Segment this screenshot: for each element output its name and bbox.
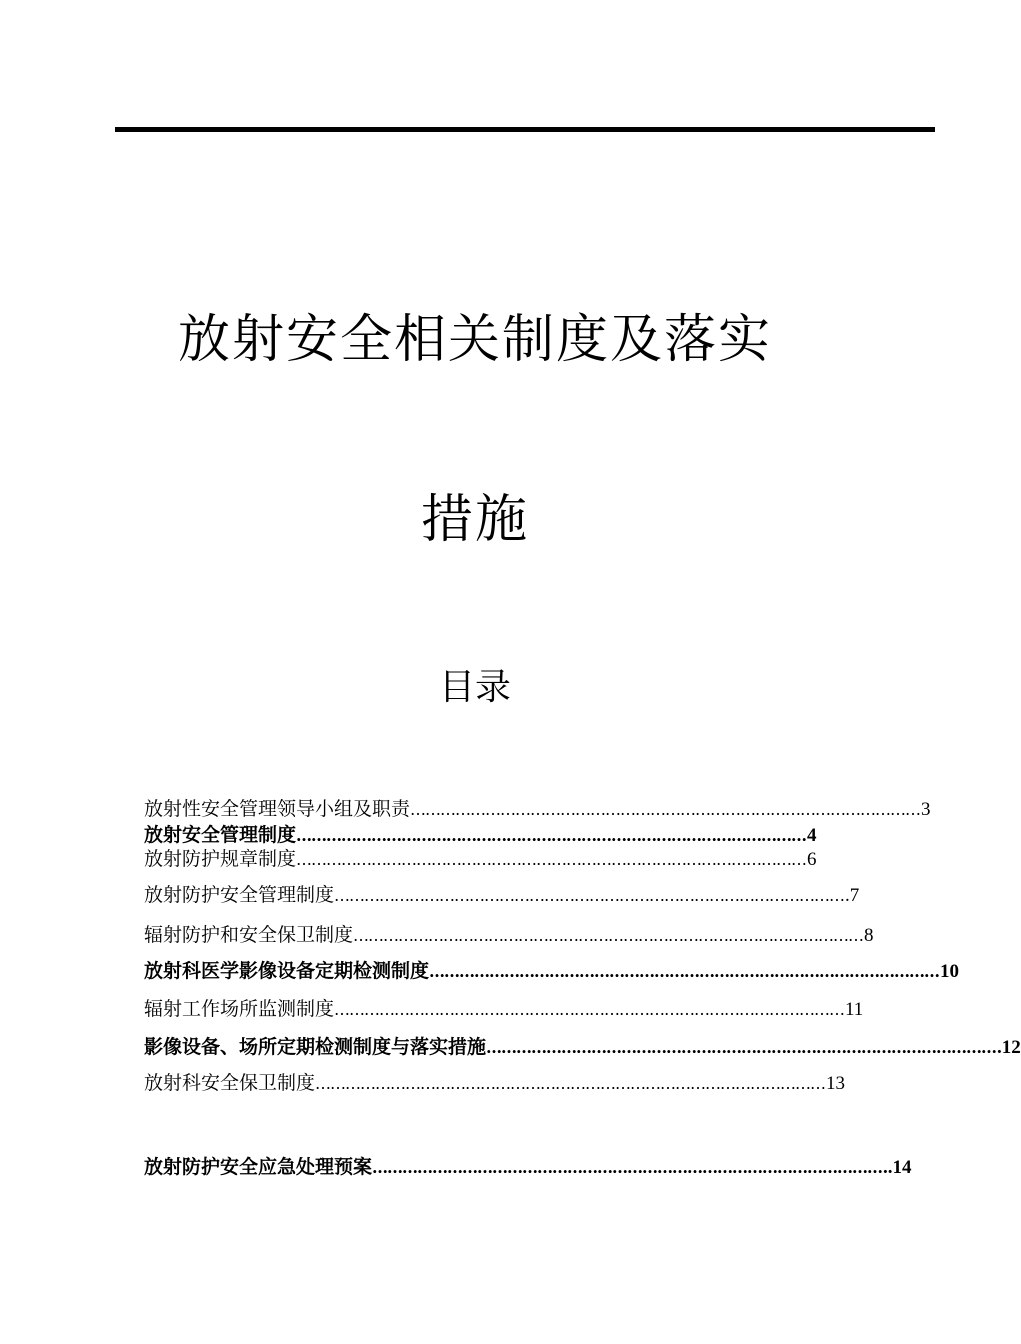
toc-entry-page: 13 [826,1073,846,1094]
toc-entry-page: 8 [864,925,874,946]
toc-entry-page: .7 [845,885,860,906]
toc-entry-page: .12 [997,1037,1021,1058]
toc-entry[interactable] [144,922,874,948]
toc-leader-dots: ………………………………………………………………………………………… [353,926,864,945]
toc-entry-page: 6 [807,849,817,870]
toc-entry-label: 放射防护规章制度 [144,848,297,870]
toc-entry-label: 放射性安全管理领导小组及职责 [144,798,411,820]
toc-entry[interactable] [144,1154,912,1180]
toc-entry[interactable] [144,796,931,822]
toc-entry[interactable] [144,958,960,984]
toc-entry[interactable] [144,996,864,1022]
toc-entry-label: 放射科安全保卫制度 [144,1072,316,1094]
toc-entry-label: 放射防护安全管理制度 [144,884,335,906]
toc-entry-page: ..14 [883,1157,912,1178]
toc-heading: 目录 [438,667,511,708]
toc-entry-page: 10 [940,961,960,982]
toc-entry[interactable] [144,822,817,848]
toc-entry-label: 辐射防护和安全保卫制度 [144,924,354,946]
toc-leader-dots: ………………………………………………………………………………………… [429,962,940,981]
document-title-line-1: 放射安全相关制度及落实 [177,310,772,370]
toc-entry[interactable] [144,1070,846,1096]
toc-entry[interactable] [144,882,860,908]
toc-entry-label: 放射科医学影像设备定期检测制度 [144,960,430,982]
toc-leader-dots: ………………………………………………………………………………………… [296,826,807,845]
top-rule [115,127,935,132]
toc-leader-dots: ………………………………………………………………………………………… [334,1000,845,1019]
toc-leader-dots: ………………………………………………………………………………………… [410,800,921,819]
toc-leader-dots: ………………………………………………………………………………………… [486,1038,997,1057]
document-title-line-2: 措施 [420,490,529,550]
toc-leader-dots: ………………………………………………………………………………………… [315,1074,826,1093]
toc-entry-page: 11 [845,999,864,1020]
toc-entry[interactable] [144,846,817,872]
toc-entry[interactable] [144,1034,1021,1060]
toc-entry-page: 3 [921,799,931,820]
toc-leader-dots: ………………………………………………………………………………………… [296,850,807,869]
toc-leader-dots: ………………………………………………………………………………………… [372,1158,883,1177]
toc-entry-page: 4 [807,825,817,846]
toc-entry-label: 放射防护安全应急处理预案 [144,1156,373,1178]
toc-entry-label: 影像设备、场所定期检测制度与落实措施 [144,1036,487,1058]
toc-entry-label: 辐射工作场所监测制度 [144,998,335,1020]
toc-entry-label: 放射安全管理制度 [144,824,297,846]
toc-leader-dots: ………………………………………………………………………………………… [334,886,845,905]
